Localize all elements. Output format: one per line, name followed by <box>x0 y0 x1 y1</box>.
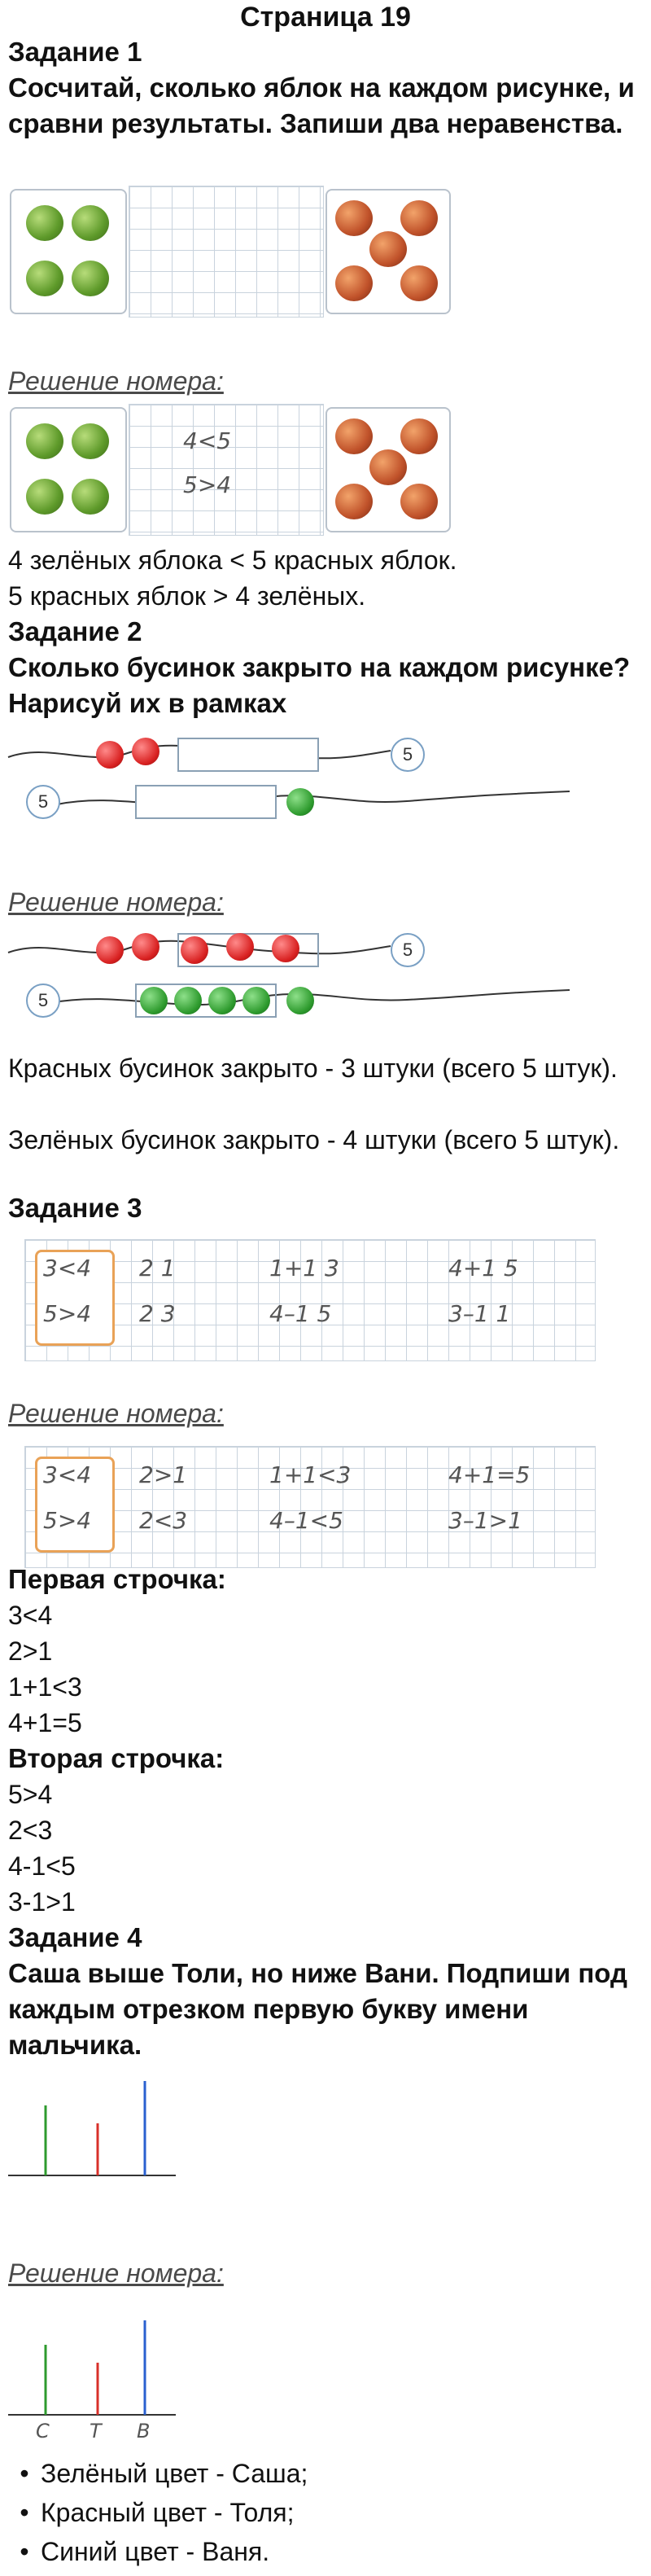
count-circle-2: 5 <box>26 785 60 819</box>
count-circle-1: 5 <box>391 738 425 772</box>
red-apples-box <box>326 189 451 314</box>
task4-title: Задание 4 <box>8 1922 142 1952</box>
task2-answer-2: Зелёных бусинок закрыто - 4 штуки (всего 5 штук). <box>8 1125 620 1154</box>
task1-answer-2: 5 красных яблок > 4 зелёных. <box>8 581 366 611</box>
second-row-label: Вторая строчка: <box>8 1743 225 1773</box>
task3-solution-grid: 3<4 2>1 1+1<3 4+1=5 5>4 2<3 4–1<5 3–1>1 <box>24 1446 596 1568</box>
task2-answer-1: Красных бусинок закрыто - 3 штуки (всего 5 штук). <box>8 1054 618 1083</box>
second-row-3: 4-1<5 <box>8 1851 76 1881</box>
first-row-4: 4+1=5 <box>8 1708 82 1737</box>
first-row-2: 2>1 <box>8 1636 53 1666</box>
page-title: Страница 19 <box>240 2 411 33</box>
first-row-label: Первая строчка: <box>8 1564 226 1594</box>
second-row-1: 5>4 <box>8 1780 53 1809</box>
task3-grid: 3<4 2 1 1+1 3 4+1 5 5>4 2 3 4–1 5 3–1 1 <box>24 1239 596 1361</box>
count-circle-4: 5 <box>26 984 60 1018</box>
count-circle-3: 5 <box>391 933 425 967</box>
first-row-3: 1+1<3 <box>8 1672 82 1702</box>
first-row-1: 3<4 <box>8 1601 53 1630</box>
task4-solution-picture <box>0 2304 651 2467</box>
task4-picture <box>0 2065 651 2195</box>
answer-tolya: • Красный цвет - Толя; <box>8 2493 643 2532</box>
task4-text: Саша выше Толи, но ниже Вани. Подпиши под каждым отрезком первую букву имени мальчика. <box>8 1958 627 2060</box>
task1-grid <box>129 186 324 318</box>
letter-t: Т <box>90 2420 102 2442</box>
task4-solution-label: Решение номера: <box>8 2258 224 2288</box>
answer-sasha: • Зелёный цвет - Саша; <box>8 2454 643 2493</box>
task1-title: Задание 1 <box>8 37 142 67</box>
task3-title: Задание 3 <box>8 1193 142 1223</box>
task1-answer-1: 4 зелёных яблока < 5 красных яблок. <box>8 545 457 575</box>
letter-s: С <box>36 2420 50 2442</box>
hand-5-gt-4: 5>4 <box>183 471 232 498</box>
task2-solution-label: Решение номера: <box>8 887 224 917</box>
task2-solution-picture <box>0 922 651 1044</box>
green-apples-box <box>10 189 127 314</box>
second-row-4: 3-1>1 <box>8 1887 76 1917</box>
task1-text: Сосчитай, сколько яблок на каждом рисунке, и сравни результаты. Запиши два неравенства. <box>8 72 635 138</box>
task1-solution-picture <box>7 404 641 536</box>
answer-vanya: • Синий цвет - Ваня. <box>8 2532 643 2571</box>
second-row-2: 2<3 <box>8 1816 53 1845</box>
task2-title: Задание 2 <box>8 616 142 646</box>
task3-solution-label: Решение номера: <box>8 1399 224 1428</box>
letter-v: В <box>137 2420 151 2442</box>
task2-picture <box>0 726 651 848</box>
task4-answer-list <box>8 2454 643 2571</box>
task2-text: Сколько бусинок закрыто на каждом рисунке? Нарисуй их в рамках <box>8 652 631 718</box>
hand-4-lt-5: 4<5 <box>183 427 232 454</box>
task1-solution-label: Решение номера: <box>8 366 224 396</box>
task1-picture <box>7 186 641 318</box>
